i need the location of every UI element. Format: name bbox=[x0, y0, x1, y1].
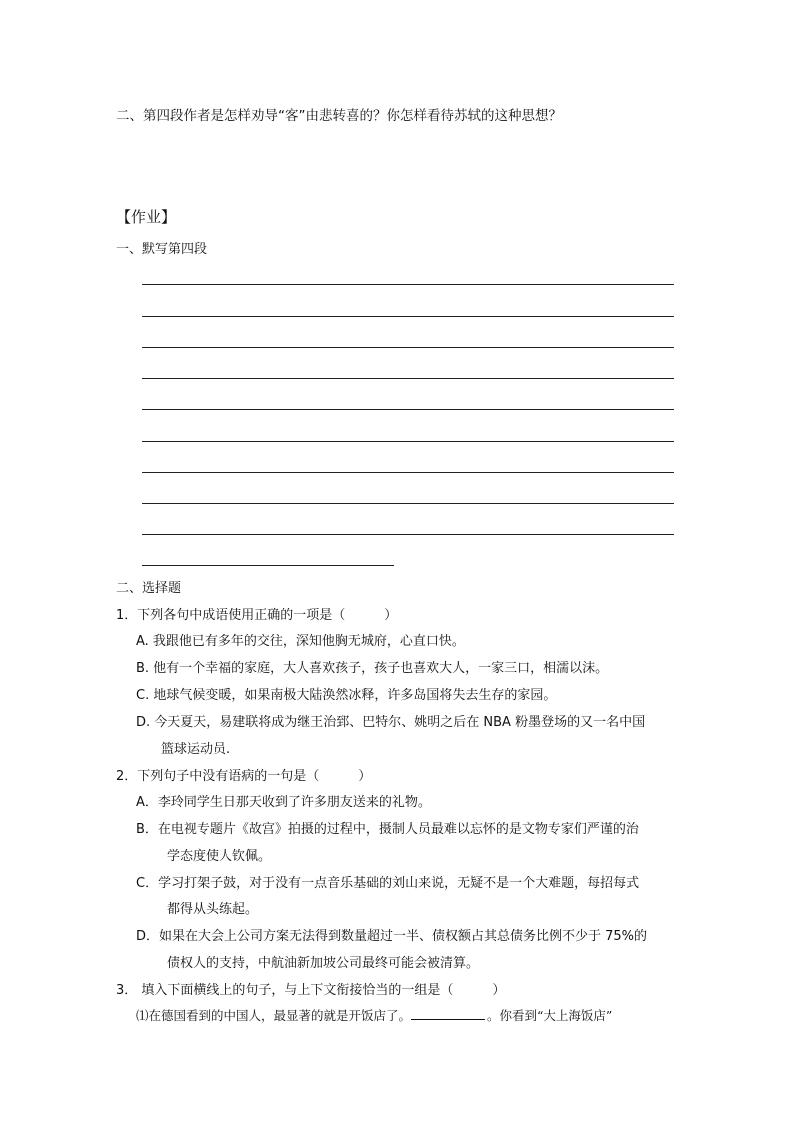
task-one-dictation: 一、默写第四段 bbox=[116, 242, 208, 257]
writing-line[interactable] bbox=[142, 503, 674, 504]
q1-option-d: D. 今天夏天，易建联将成为继王治郅、巴特尔、姚明之后在 NBA 粉墨登场的又一名中国 bbox=[136, 715, 646, 730]
q1-option-d-cont: 篮球运动员. bbox=[161, 742, 231, 757]
writing-line[interactable] bbox=[142, 316, 674, 317]
writing-line[interactable] bbox=[142, 347, 674, 348]
writing-line[interactable] bbox=[142, 565, 394, 566]
q2-option-d-cont: 债权人的支持，中航油新加坡公司最终可能会被清算。 bbox=[167, 956, 480, 971]
choice-section-heading: 二、选择题 bbox=[116, 581, 182, 596]
q1-option-a: A. 我跟他已有多年的交往，深知他胸无城府，心直口快。 bbox=[136, 634, 465, 649]
writing-line[interactable] bbox=[142, 534, 674, 535]
writing-line[interactable] bbox=[142, 284, 674, 285]
q1-option-c: C. 地球气候变暖，如果南极大陆涣然冰释，许多岛国将失去生存的家园。 bbox=[136, 688, 557, 703]
q2-option-b-cont: 学态度使人钦佩。 bbox=[167, 849, 272, 864]
q1-stem: 1．下列各句中成语使用正确的一项是（ ） bbox=[116, 608, 398, 623]
q3-passage-end: 。你看到“大上海饭店” bbox=[487, 1008, 613, 1023]
q2-option-c-cont: 都得从头练起。 bbox=[167, 902, 259, 917]
q2-option-d: D．如果在大会上公司方案无法得到数量超过一半、债权额占其总债务比例不少于 75%的 bbox=[136, 929, 648, 944]
q3-passage-start: ⑴在德国看到的中国人，最显著的就是开饭店了。 bbox=[136, 1008, 412, 1023]
q2-option-a: A．李玲同学生日那天收到了许多朋友送来的礼物。 bbox=[136, 795, 431, 810]
homework-heading: 【作业】 bbox=[116, 208, 177, 226]
q2-stem: 2．下列句子中没有语病的一句是（ ） bbox=[116, 769, 372, 784]
q2-option-b: B．在电视专题片《故宫》拍摄的过程中，摄制人员最难以忘怀的是文物专家们严谨的治 bbox=[136, 822, 639, 837]
q2-option-c: C．学习打架子鼓，对于没有一点音乐基础的刘山来说，无疑不是一个大难题，每招每式 bbox=[136, 876, 640, 891]
question-two: 二、第四段作者是怎样劝导“客”由悲转喜的？你怎样看待苏轼的这种思想？ bbox=[116, 108, 562, 124]
writing-line[interactable] bbox=[142, 409, 674, 410]
q3-passage bbox=[136, 1006, 612, 1024]
fill-in-blank[interactable] bbox=[411, 1007, 485, 1020]
writing-line[interactable] bbox=[142, 378, 674, 379]
q1-option-b: B. 他有一个幸福的家庭，大人喜欢孩子，孩子也喜欢大人，一家三口，相濡以沫。 bbox=[136, 661, 609, 676]
writing-line[interactable] bbox=[142, 441, 674, 442]
q3-stem: 3． 填入下面横线上的句子，与上下文衔接恰当的一组是（ ） bbox=[116, 983, 506, 998]
writing-line[interactable] bbox=[142, 472, 674, 473]
